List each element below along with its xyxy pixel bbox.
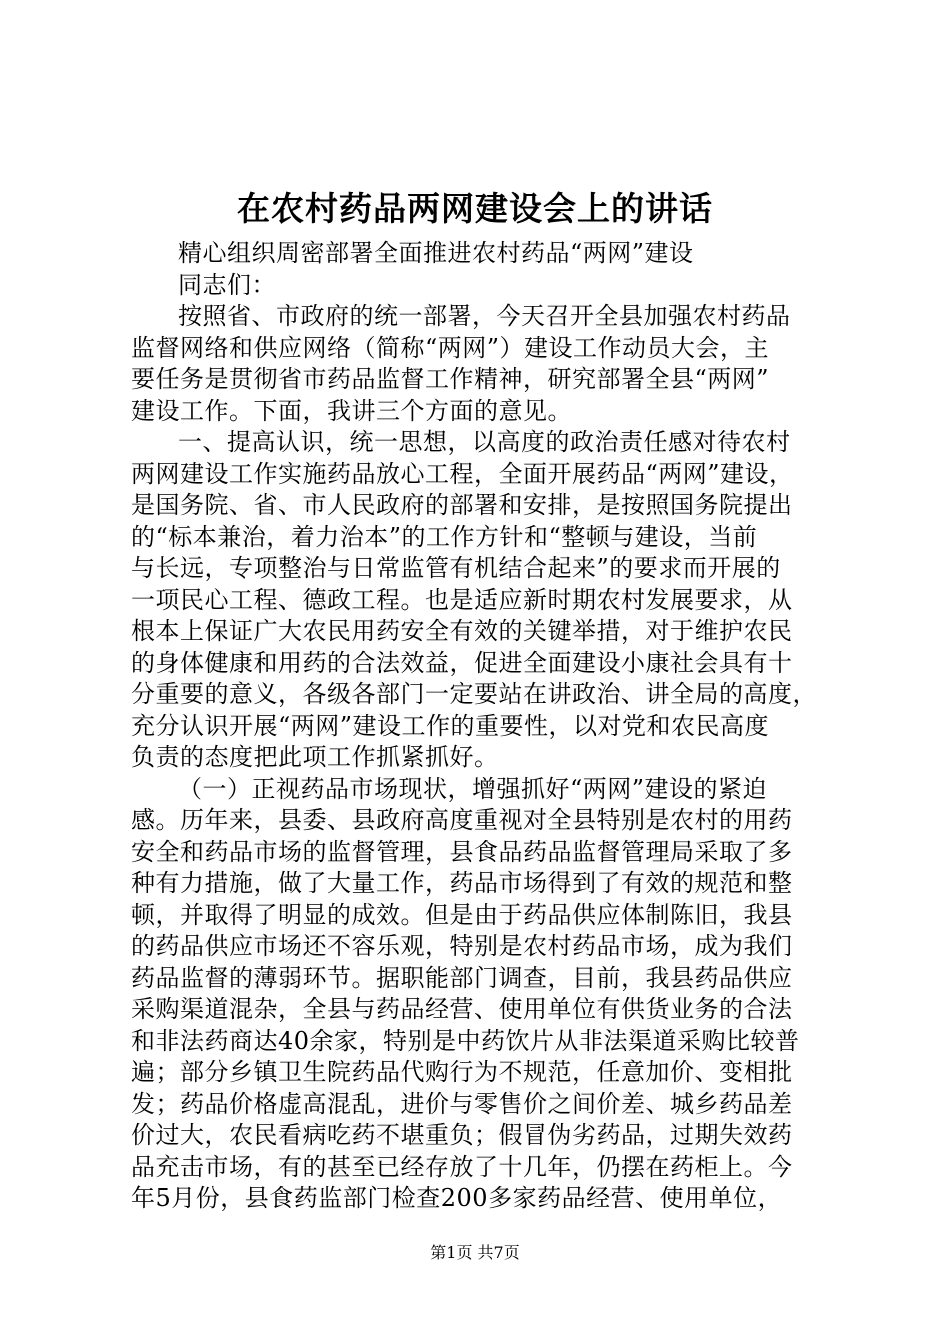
body-line: 年5月份，县食药监部门检查200多家药品经营、使用单位，: [131, 1184, 783, 1212]
body-line: 是国务院、省、市人民政府的部署和安排，是按照国务院提出: [131, 491, 793, 519]
body-line: 采购渠道混杂，全县与药品经营、使用单位有供货业务的合法: [131, 995, 793, 1023]
body-line: 的身体健康和用药的合法效益，促进全面建设小康社会具有十: [131, 649, 793, 677]
body-line: 建设工作。下面，我讲三个方面的意见。: [131, 397, 572, 425]
body-line: 充分认识开展“两网”建设工作的重要性，以对党和农民高度: [131, 712, 770, 740]
body-line: 监督网络和供应网络（简称“两网”）建设工作动员大会，主: [131, 334, 770, 362]
body-line: 一项民心工程、德政工程。也是适应新时期农村发展要求，从: [131, 586, 793, 614]
body-line: 根本上保证广大农民用药安全有效的关键举措，对于维护农民: [131, 617, 793, 645]
body-line: 一、提高认识，统一思想，以高度的政治责任感对待农村: [178, 428, 791, 456]
body-line: 的“标本兼治，着力治本”的工作方针和“整顿与建设，当前: [131, 523, 758, 551]
body-line: 与长远，专项整治与日常监管有机结合起来”的要求而开展的: [131, 554, 781, 582]
body-line: 发；药品价格虚高混乱，进价与零售价之间价差、城乡药品差: [131, 1090, 793, 1118]
body-line: 遍；部分乡镇卫生院药品代购行为不规范，任意加价、变相批: [131, 1058, 793, 1086]
subtitle-line: 精心组织周密部署全面推进农村药品“两网”建设: [178, 239, 694, 267]
body-line: 负责的态度把此项工作抓紧抓好。: [131, 743, 499, 771]
body-line: 价过大，农民看病吃药不堪重负；假冒伪劣药品，过期失效药: [131, 1121, 793, 1149]
body-line: 品充击市场，有的甚至已经存放了十几年，仍摆在药柜上。今: [131, 1153, 793, 1181]
body-line: 按照省、市政府的统一部署，今天召开全县加强农村药品: [178, 302, 791, 330]
body-line: 的药品供应市场还不容乐观，特别是农村药品市场，成为我们: [131, 932, 793, 960]
body-line: 药品监督的薄弱环节。据职能部门调查，目前，我县药品供应: [131, 964, 793, 992]
page-number: 第1页 共7页: [430, 1243, 520, 1262]
body-line: 要任务是贯彻省市药品监督工作精神，研究部署全县“两网”: [131, 365, 770, 393]
body-line: 分重要的意义，各级各部门一定要站在讲政治、讲全局的高度，: [131, 680, 817, 708]
body-line: 顿，并取得了明显的成效。但是由于药品供应体制陈旧，我县: [131, 901, 793, 929]
body-line: 两网建设工作实施药品放心工程，全面开展药品“两网”建设，: [131, 460, 794, 488]
body-line: 种有力措施，做了大量工作，药品市场得到了有效的规范和整: [131, 869, 793, 897]
body-line: 感。历年来，县委、县政府高度重视对全县特别是农村的用药: [131, 806, 793, 834]
body-line: （一）正视药品市场现状，增强抓好“两网”建设的紧迫: [178, 775, 768, 803]
salutation-line: 同志们：: [178, 271, 276, 299]
body-line: 和非法药商达40余家，特别是中药饮片从非法渠道采购比较普: [131, 1027, 800, 1055]
body-line: 安全和药品市场的监督管理，县食品药品监督管理局采取了多: [131, 838, 793, 866]
document-title: 在农村药品两网建设会上的讲话: [237, 189, 713, 228]
